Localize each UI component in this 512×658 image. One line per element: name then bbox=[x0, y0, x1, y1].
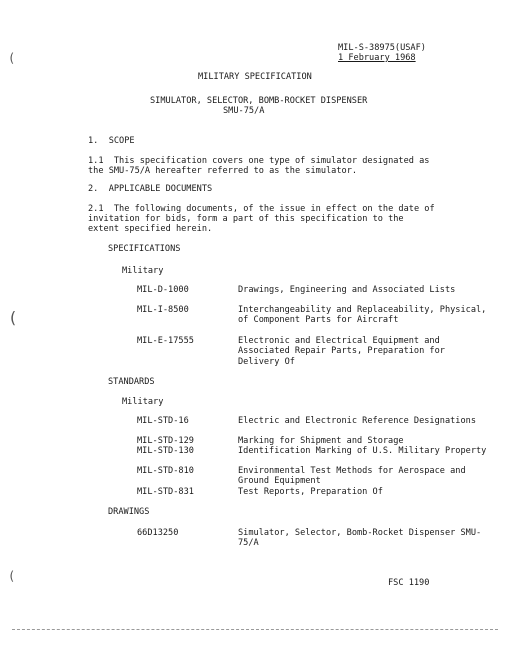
standards-military-heading: Military bbox=[122, 397, 164, 407]
standard-description: Electric and Electronic Reference Designations bbox=[238, 416, 476, 426]
drawings-heading: DRAWINGS bbox=[108, 507, 150, 517]
standard-code: MIL-STD-129 bbox=[137, 436, 194, 446]
spec-description: Interchangeability and Replaceability, Physical, of Component Parts for Aircraft bbox=[238, 305, 487, 326]
spec-subject: SIMULATOR, SELECTOR, BOMB-ROCKET DISPENSER bbox=[150, 96, 368, 106]
spec-description: Drawings, Engineering and Associated Lists bbox=[238, 285, 456, 295]
standard-code: MIL-STD-831 bbox=[137, 487, 194, 497]
specifications-heading: SPECIFICATIONS bbox=[108, 244, 181, 254]
scan-mark: ( bbox=[8, 308, 18, 327]
standard-description: Marking for Shipment and Storage bbox=[238, 436, 404, 446]
spec-subject-designation: SMU-75/A bbox=[223, 106, 265, 116]
drawing-code: 66D13250 bbox=[137, 528, 179, 538]
document-number: MIL-S-38975(USAF) bbox=[338, 43, 426, 53]
spec-description: Electronic and Electrical Equipment and Associated Repair Parts, Preparation for Delivery Of bbox=[238, 336, 445, 367]
bottom-rule bbox=[12, 629, 498, 630]
section-applicable-heading: 2. APPLICABLE DOCUMENTS bbox=[88, 184, 213, 194]
standard-description: Test Reports, Preparation Of bbox=[238, 487, 383, 497]
applicable-text: 2.1 The following documents, of the issue in effect on the date of bbox=[88, 204, 435, 214]
spec-code: MIL-E-17555 bbox=[137, 336, 194, 346]
standard-code: MIL-STD-16 bbox=[137, 416, 189, 426]
standard-code: MIL-STD-130 bbox=[137, 446, 194, 456]
scan-mark: ( bbox=[8, 51, 16, 65]
standards-heading: STANDARDS bbox=[108, 377, 155, 387]
fsc-code: FSC 1190 bbox=[388, 578, 430, 588]
document-date: 1 February 1968 bbox=[338, 53, 416, 63]
applicable-text: extent specified herein. bbox=[88, 224, 213, 234]
applicable-text: invitation for bids, form a part of this specification to the bbox=[88, 214, 404, 224]
section-scope-heading: 1. SCOPE bbox=[88, 136, 135, 146]
spec-heading: MILITARY SPECIFICATION bbox=[198, 72, 312, 82]
specifications-military-heading: Military bbox=[122, 266, 164, 276]
standard-description: Environmental Test Methods for Aerospace and Ground Equipment bbox=[238, 466, 466, 487]
scope-text: 1.1 This specification covers one type of simulator designated as bbox=[88, 156, 430, 166]
scope-text: the SMU-75/A hereafter referred to as the simulator. bbox=[88, 166, 358, 176]
drawing-description: Simulator, Selector, Bomb-Rocket Dispenser SMU-75/A bbox=[238, 528, 482, 549]
standard-code: MIL-STD-810 bbox=[137, 466, 194, 476]
standard-description: Identification Marking of U.S. Military Property bbox=[238, 446, 487, 456]
spec-code: MIL-D-1000 bbox=[137, 285, 189, 295]
spec-code: MIL-I-8500 bbox=[137, 305, 189, 315]
scan-mark: ( bbox=[8, 569, 16, 583]
